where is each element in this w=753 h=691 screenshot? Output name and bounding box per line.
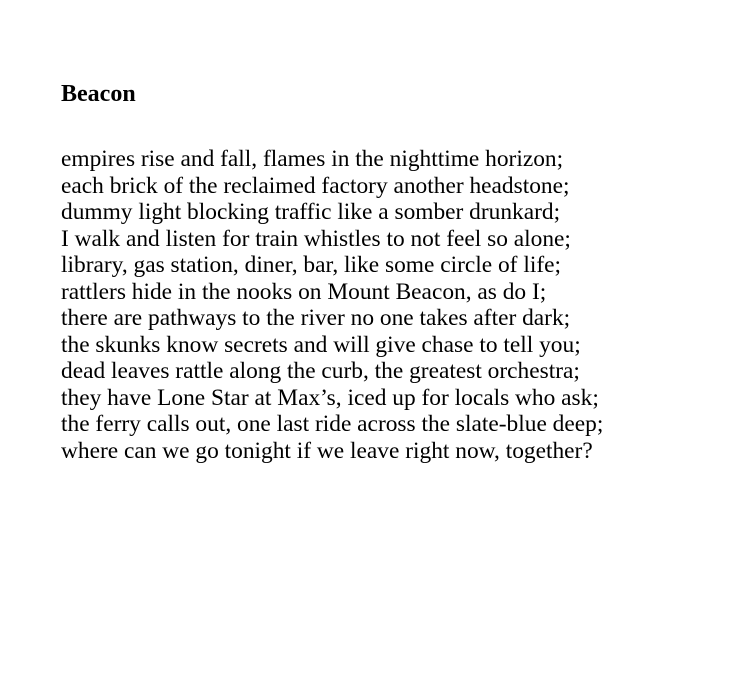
poem-line: each brick of the reclaimed factory another headstone;: [61, 172, 570, 199]
poem-line: the ferry calls out, one last ride across the slate-blue deep;: [61, 411, 604, 437]
poem-line: dummy light blocking traffic like a somber drunkard;: [61, 199, 561, 225]
poem-line: rattlers hide in the nooks on Mount Beacon, as do I;: [61, 278, 547, 305]
poem-line: empires rise and fall, flames in the nighttime horizon;: [61, 146, 564, 172]
poem-body: [61, 146, 603, 464]
poem-title: Beacon: [61, 81, 136, 107]
poem-line: they have Lone Star at Max’s, iced up for locals who ask;: [61, 384, 599, 411]
poem-line: library, gas station, diner, bar, like some circle of life;: [61, 252, 561, 278]
poem-line: dead leaves rattle along the curb, the greatest orchestra;: [61, 358, 580, 384]
poem-line: I walk and listen for train whistles to not feel so alone;: [61, 225, 571, 252]
poem-line: the skunks know secrets and will give chase to tell you;: [61, 331, 581, 358]
poem-line: where can we go tonight if we leave right now, together?: [61, 437, 593, 464]
poem-line: there are pathways to the river no one takes after dark;: [61, 305, 571, 331]
